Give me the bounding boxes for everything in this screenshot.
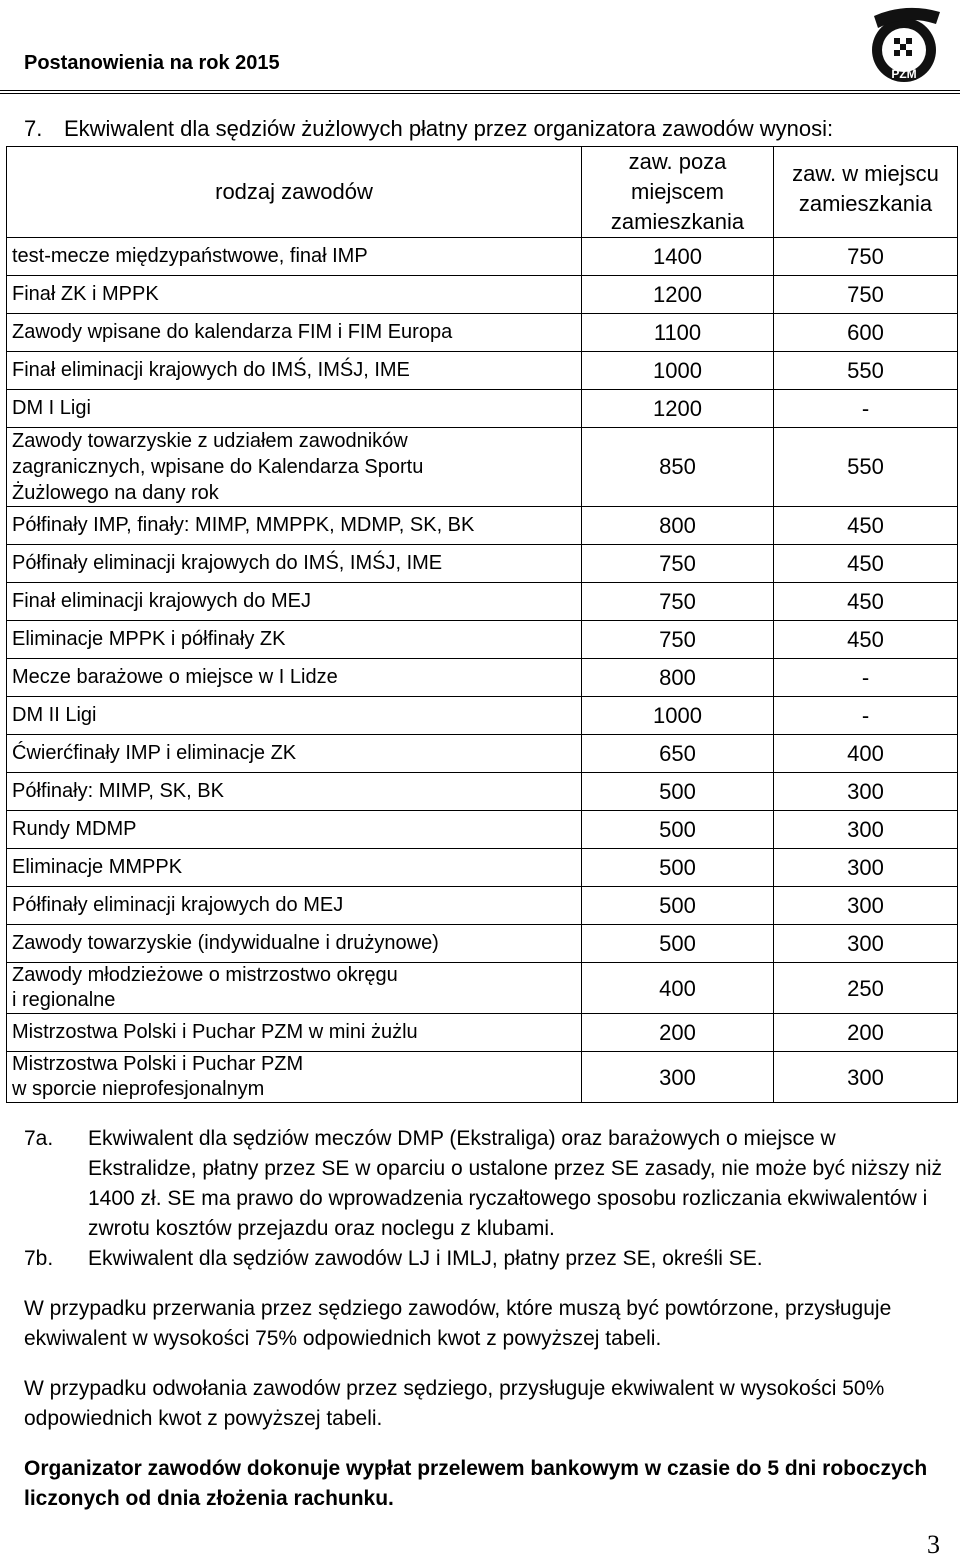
row-home: 450 [774,545,958,583]
row-name: test-mecze międzypaństwowe, finał IMP [7,238,582,276]
table-row [7,811,958,849]
row-away: 1000 [582,697,774,735]
paragraph-payment: Organizator zawodów dokonuje wypłat przelewem bankowym w czasie do 5 dni roboczych liczonych od dnia złożenia rachunku. [24,1457,928,1510]
row-home: 300 [774,1052,958,1103]
row-home: - [774,390,958,428]
pzm-logo [866,6,942,84]
row-away: 400 [582,963,774,1014]
col-header-away-line2: miejscem [631,179,724,204]
row-home: 400 [774,735,958,773]
header-rule [0,90,960,91]
note-7a [24,1124,944,1244]
row-home: - [774,697,958,735]
row-away: 850 [582,428,774,507]
table-row [7,849,958,887]
row-name [7,963,582,1014]
logo-text: PZM [891,67,917,81]
row-home: 250 [774,963,958,1014]
row-home: 550 [774,428,958,507]
col-header-away [582,147,774,238]
row-name-line: Mistrzostwa Polski i Puchar PZM [12,1053,304,1075]
row-away: 1000 [582,352,774,390]
col-header-type: rodzaj zawodów [7,147,582,238]
paragraph-cancellation: W przypadku odwołania zawodów przez sędziego, przysługuje ekwiwalent w wysokości 50% odpowiednich kwot z powyższej tabeli. [24,1377,885,1430]
row-home: 300 [774,925,958,963]
note-7b [24,1244,944,1274]
col-header-away-line1: zaw. poza [628,149,727,174]
row-away: 300 [582,1052,774,1103]
row-name: Półfinały IMP, finały: MIMP, MMPPK, MDMP, SK, BK [7,507,582,545]
row-home: 300 [774,849,958,887]
note-7a-label: 7a. [24,1127,54,1150]
table-row [7,428,958,507]
table-header-row [7,147,958,238]
table-row [7,314,958,352]
note-7b-label: 7b. [24,1247,54,1270]
row-away: 500 [582,925,774,963]
row-name: Finał eliminacji krajowych do MEJ [7,583,582,621]
note-7a-text: Ekwiwalent dla sędziów meczów DMP (Ekstraliga) oraz barażowych o miejsce w Ekstralidze, płatny przez SE w oparciu o ustalone przez SE zasady, nie może być niższy niż 1400 zł. SE ma prawo do wprowadzenia ryczałtowego sposobu rozliczania ekwiwalentów i zwrotu kosztów przejazdu oraz noclegu z klubami. [88,1127,942,1240]
row-home: 450 [774,621,958,659]
paragraph-interruption: W przypadku przerwania przez sędziego zawodów, które muszą być powtórzone, przysługuje ekwiwalent w wysokości 75% odpowiednich kwot z powyższej tabeli. [24,1297,892,1350]
row-name: Eliminacje MPPK i półfinały ZK [7,621,582,659]
col-header-home [774,147,958,238]
row-name-line: Żużlowego na dany rok [12,482,219,504]
row-name [7,428,582,507]
row-name: Eliminacje MMPPK [7,849,582,887]
note-7b-text: Ekwiwalent dla sędziów zawodów LJ i IMLJ, płatny przez SE, określi SE. [88,1247,763,1270]
table-row [7,507,958,545]
row-home: 450 [774,507,958,545]
table-row [7,697,958,735]
row-home: 300 [774,773,958,811]
section-title [24,116,833,142]
row-name: Mistrzostwa Polski i Puchar PZM w mini żużlu [7,1014,582,1052]
header-rule-thin [0,93,960,94]
row-name: Półfinały eliminacji krajowych do IMŚ, IMŚJ, IME [7,545,582,583]
row-name-line: Zawody towarzyskie z udziałem zawodników [12,430,408,452]
document-header: Postanowienia na rok 2015 [24,52,280,74]
row-away: 1100 [582,314,774,352]
row-away: 750 [582,583,774,621]
table-row [7,887,958,925]
col-header-home-line2: zamieszkania [798,191,933,216]
table-row [7,659,958,697]
notes-section [24,1124,944,1514]
row-name: Półfinały eliminacji krajowych do MEJ [7,887,582,925]
row-name-line: Zawody młodzieżowe o mistrzostwo okręgu [12,964,398,986]
row-home: 600 [774,314,958,352]
table-row [7,1014,958,1052]
row-home: 550 [774,352,958,390]
row-away: 500 [582,887,774,925]
table-row [7,735,958,773]
col-header-home-line1: zaw. w miejscu [792,161,939,186]
table-row [7,276,958,314]
row-away: 500 [582,773,774,811]
section-title-text: Ekwiwalent dla sędziów żużlowych płatny przez organizatora zawodów wynosi: [64,116,834,141]
row-away: 500 [582,849,774,887]
row-name: Finał ZK i MPPK [7,276,582,314]
table-row [7,925,958,963]
row-home: 200 [774,1014,958,1052]
row-home: - [774,659,958,697]
row-away: 1400 [582,238,774,276]
row-home: 750 [774,276,958,314]
row-name: DM I Ligi [7,390,582,428]
row-away: 1200 [582,390,774,428]
page-number: 3 [927,1530,940,1559]
row-name [7,1052,582,1103]
row-name-line: w sporcie nieprofesjonalnym [12,1078,265,1100]
row-name-line: zagranicznych, wpisane do Kalendarza Sportu [12,456,424,478]
row-away: 650 [582,735,774,773]
table-row [7,390,958,428]
table-row [7,1052,958,1103]
row-away: 1200 [582,276,774,314]
row-away: 750 [582,621,774,659]
row-away: 800 [582,659,774,697]
row-away: 750 [582,545,774,583]
row-name: Rundy MDMP [7,811,582,849]
col-header-away-line3: zamieszkania [610,209,745,234]
table-row [7,773,958,811]
row-name: Finał eliminacji krajowych do IMŚ, IMŚJ, IME [7,352,582,390]
row-home: 300 [774,887,958,925]
table-row [7,352,958,390]
row-home: 450 [774,583,958,621]
row-name: Mecze barażowe o miejsce w I Lidze [7,659,582,697]
row-name: Zawody towarzyskie (indywidualne i drużynowe) [7,925,582,963]
row-name-line: i regionalne [12,989,116,1011]
table-row [7,621,958,659]
row-home: 300 [774,811,958,849]
row-home: 750 [774,238,958,276]
table-row [7,583,958,621]
table-row [7,545,958,583]
row-name: DM II Ligi [7,697,582,735]
table-row [7,963,958,1014]
table-row [7,238,958,276]
section-number: 7. [24,116,43,141]
row-away: 800 [582,507,774,545]
row-name: Półfinały: MIMP, SK, BK [7,773,582,811]
fee-table [6,146,958,1103]
row-name: Ćwierćfinały IMP i eliminacje ZK [7,735,582,773]
row-name: Zawody wpisane do kalendarza FIM i FIM Europa [7,314,582,352]
row-away: 500 [582,811,774,849]
row-away: 200 [582,1014,774,1052]
